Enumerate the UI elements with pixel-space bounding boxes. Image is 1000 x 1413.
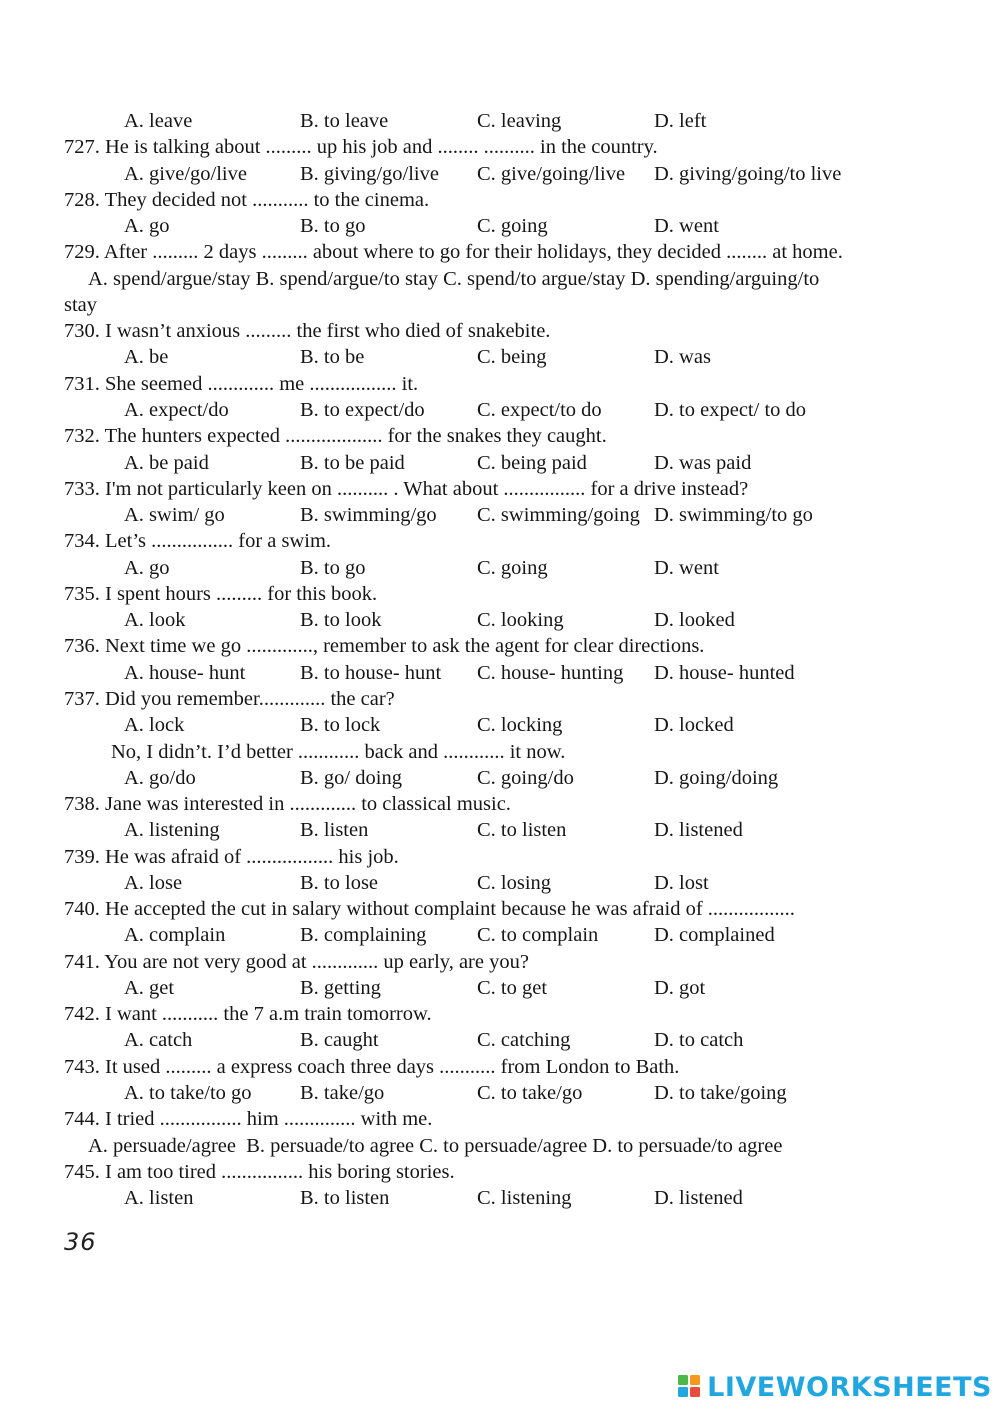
- answer-option-d: D. listened: [654, 819, 743, 842]
- answer-options-continuation: stay: [64, 293, 98, 316]
- answer-option-b: B. listen: [300, 819, 369, 842]
- answer-options-row: [62, 922, 962, 948]
- question-stem: 740. He accepted the cut in salary without complaint because he was afraid of .................: [64, 898, 795, 921]
- answer-option-d: D. left: [654, 110, 707, 132]
- answer-options-row: [62, 555, 962, 581]
- answer-option-b: B. complaining: [300, 924, 427, 947]
- answer-option-d: D. went: [654, 215, 719, 238]
- answer-option-a: A. house- hunt: [124, 661, 246, 684]
- answer-options-row: [62, 1080, 962, 1106]
- answer-options-row: [62, 344, 962, 370]
- answer-options-row: [62, 1027, 962, 1053]
- answer-option-d: D. to take/going: [654, 1082, 787, 1104]
- answer-option-a: A. go/do: [124, 766, 196, 789]
- page-number: 36: [64, 1228, 97, 1256]
- answer-options-row: [62, 765, 962, 791]
- answer-option-c: C. expect/to do: [477, 399, 602, 421]
- question-stem: 737. Did you remember............. the car?: [64, 687, 395, 710]
- liveworksheets-logo-icon: [677, 1373, 701, 1401]
- answer-option-c: C. being: [477, 346, 547, 369]
- answer-option-b: B. take/go: [300, 1082, 385, 1104]
- answer-options-row: [62, 161, 962, 187]
- answer-option-b: B. to look: [300, 609, 382, 632]
- answer-option-d: D. listened: [654, 1187, 743, 1210]
- answer-option-a: A. be: [124, 346, 169, 369]
- answer-option-a: A. catch: [124, 1029, 193, 1052]
- answer-option-c: C. locking: [477, 714, 563, 737]
- answer-option-d: D. complained: [654, 924, 775, 947]
- answer-option-b: B. to be: [300, 346, 365, 369]
- answer-option-b: B. go/ doing: [300, 766, 402, 789]
- answer-option-b: B. to be paid: [300, 451, 405, 474]
- answer-options-row: [62, 502, 962, 528]
- answer-options-row: [62, 660, 962, 686]
- question-stem: 734. Let’s ................ for a swim.: [64, 530, 332, 553]
- answer-option-a: A. swim/ go: [124, 504, 225, 527]
- question-stem: 744. I tried ................ him .............. with me.: [64, 1108, 433, 1131]
- answer-option-c: C. losing: [477, 871, 552, 894]
- question-stem: 745. I am too tired ................ his boring stories.: [64, 1160, 455, 1183]
- answer-option-a: A. give/go/live: [124, 162, 247, 185]
- question-stem: 728. They decided not ........... to the cinema.: [64, 188, 430, 211]
- question-stem: 736. Next time we go ............., remember to ask the agent for clear directions.: [64, 635, 705, 658]
- answer-options-row: [62, 397, 962, 423]
- question-stem: 742. I want ........... the 7 a.m train tomorrow.: [64, 1003, 432, 1026]
- answer-option-a: A. listening: [124, 819, 220, 842]
- answer-option-d: D. went: [654, 556, 719, 579]
- answer-option-b: B. giving/go/live: [300, 162, 439, 185]
- answer-option-a: A. lock: [124, 714, 185, 737]
- answer-option-a: A. look: [124, 609, 186, 632]
- answer-option-b: B. to lock: [300, 714, 381, 737]
- answer-option-a: A. leave: [124, 110, 193, 132]
- question-stem: 735. I spent hours ......... for this book.: [64, 582, 378, 605]
- brand-name: LIVEWORKSHEETS: [707, 1371, 992, 1403]
- answer-option-c: C. house- hunting: [477, 661, 624, 684]
- answer-options-row: [62, 975, 962, 1001]
- answer-option-a: A. go: [124, 215, 170, 238]
- answer-options-row: [62, 870, 962, 896]
- answer-options-row: [62, 1185, 962, 1211]
- answer-option-c: C. give/going/live: [477, 162, 626, 185]
- answer-option-b: B. to listen: [300, 1187, 390, 1210]
- answer-option-c: C. going: [477, 215, 548, 238]
- question-stem: 732. The hunters expected ................... for the snakes they caught.: [64, 425, 607, 448]
- answer-option-b: B. to lose: [300, 871, 379, 894]
- answer-option-d: D. going/doing: [654, 766, 779, 789]
- answer-options-row: [62, 108, 962, 134]
- answer-option-d: D. house- hunted: [654, 661, 795, 684]
- answer-option-d: D. locked: [654, 714, 734, 737]
- answer-option-d: D. was: [654, 346, 711, 369]
- answer-option-b: B. swimming/go: [300, 504, 437, 527]
- answer-option-b: B. getting: [300, 976, 381, 999]
- answer-option-a: A. be paid: [124, 451, 209, 474]
- answer-option-c: C. going/do: [477, 766, 574, 789]
- answer-option-a: A. complain: [124, 924, 226, 947]
- answer-option-d: D. lost: [654, 871, 709, 894]
- answer-option-b: B. to expect/do: [300, 399, 425, 421]
- question-stem: 739. He was afraid of ................. his job.: [64, 845, 399, 868]
- answer-option-d: D. to expect/ to do: [654, 399, 807, 421]
- answer-option-c: C. looking: [477, 609, 564, 632]
- answer-options-row: [62, 213, 962, 239]
- answer-option-b: B. caught: [300, 1029, 379, 1052]
- answer-option-d: D. to catch: [654, 1029, 744, 1052]
- follow-up-question: No, I didn’t. I’d better ............ back and ............ it now.: [111, 740, 566, 763]
- answer-options-row: [62, 450, 962, 476]
- answer-option-c: C. to take/go: [477, 1082, 583, 1104]
- answer-option-b: B. to house- hunt: [300, 661, 442, 684]
- answer-option-d: D. was paid: [654, 451, 752, 474]
- answer-options-inline: A. persuade/agree B. persuade/to agree C. to persuade/agree D. to persuade/to agree: [88, 1134, 783, 1157]
- answer-option-c: C. catching: [477, 1029, 571, 1052]
- answer-option-c: C. to complain: [477, 924, 599, 947]
- answer-option-d: D. giving/going/to live: [654, 162, 842, 185]
- answer-option-c: C. being paid: [477, 451, 587, 474]
- answer-option-c: C. going: [477, 556, 548, 579]
- answer-options-row: [62, 712, 962, 738]
- answer-options-row: [62, 607, 962, 633]
- answer-option-a: A. go: [124, 556, 170, 579]
- answer-options-inline: A. spend/argue/stay B. spend/argue/to stay C. spend/to argue/stay D. spending/arguing/to: [88, 267, 820, 290]
- answer-option-c: C. to get: [477, 976, 548, 999]
- answer-option-a: A. to take/to go: [124, 1082, 252, 1104]
- question-stem: 738. Jane was interested in ............. to classical music.: [64, 793, 511, 815]
- question-stem: 730. I wasn’t anxious ......... the first who died of snakebite.: [64, 320, 551, 343]
- answer-option-c: C. listening: [477, 1187, 572, 1210]
- question-stem: 729. After ......... 2 days ......... about where to go for their holidays, they decided ........ at home.: [64, 241, 843, 264]
- question-stem: 743. It used ......... a express coach three days ........... from London to Bath.: [64, 1055, 680, 1078]
- answer-option-b: B. to leave: [300, 110, 389, 132]
- answer-option-b: B. to go: [300, 215, 366, 238]
- answer-option-c: C. swimming/going: [477, 504, 640, 527]
- answer-option-c: C. leaving: [477, 110, 562, 132]
- question-stem: 733. I'm not particularly keen on .......... . What about ................ for a drive instead?: [64, 477, 749, 500]
- answer-option-d: D. got: [654, 976, 706, 999]
- question-stem: 731. She seemed ............. me ................. it.: [64, 372, 419, 395]
- answer-options-row: [62, 817, 962, 843]
- answer-option-d: D. looked: [654, 609, 735, 632]
- answer-option-a: A. listen: [124, 1187, 194, 1210]
- question-stem: 727. He is talking about ......... up his job and ........ .......... in the country.: [64, 136, 658, 159]
- question-stem: 741. You are not very good at ............. up early, are you?: [64, 950, 529, 973]
- answer-option-a: A. get: [124, 976, 175, 999]
- answer-option-a: A. expect/do: [124, 399, 229, 421]
- answer-option-a: A. lose: [124, 871, 183, 894]
- answer-option-b: B. to go: [300, 556, 366, 579]
- answer-option-d: D. swimming/to go: [654, 504, 813, 527]
- liveworksheets-logo: [677, 1367, 992, 1407]
- answer-option-c: C. to listen: [477, 819, 567, 842]
